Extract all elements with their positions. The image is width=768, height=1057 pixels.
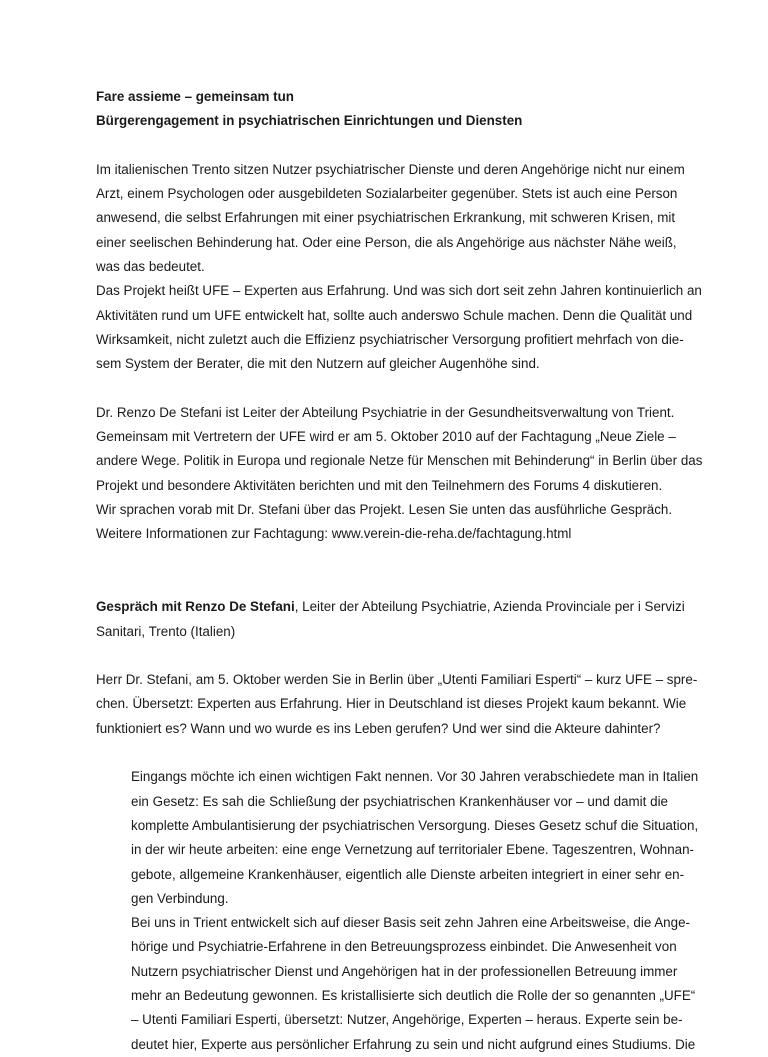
text-line: ein Gesetz: Es sah die Schließung der psychiatrischen Krankenhäuser vor – und damit die (131, 793, 668, 809)
interview-heading-line-2: Sanitari, Trento (Italien) (96, 623, 236, 639)
event-paragraph (96, 401, 703, 547)
text-line: chen. Übersetzt: Experten aus Erfahrung. Hier in Deutschland ist dieses Projekt kaum bekannt. Wie (96, 696, 687, 712)
text-line: deutet hier, Experte aus persönlicher Erfahrung zu sein und nicht aufgrund eines Studiums. Die (131, 1036, 696, 1052)
event-info-link-line: Weitere Informationen zur Fachtagung: www.verein-die-reha.de/fachtagung.html (96, 526, 572, 542)
text-line: Dr. Renzo De Stefani ist Leiter der Abteilung Psychiatrie in der Gesundheitsverwaltung von Trient. (96, 404, 675, 420)
text-line: mehr an Bedeutung gewonnen. Es kristallisierte sich deutlich die Rolle der so genannten „UFE“ (131, 987, 696, 1003)
interview-heading-bold: Gespräch mit Renzo De Stefani (96, 599, 295, 615)
interview-heading-rest: , Leiter der Abteilung Psychiatrie, Azienda Provinciale per i Servizi (294, 599, 685, 615)
text-line: gen Verbindung. (131, 890, 229, 906)
text-line: Das Projekt heißt UFE – Experten aus Erfahrung. Und was sich dort seit zehn Jahren kontinuierlich an (96, 283, 702, 299)
text-line: Herr Dr. Stefani, am 5. Oktober werden Sie in Berlin über „Utenti Familiari Esperti“ – kurz UFE – spre- (96, 672, 698, 688)
text-line: sem System der Berater, die mit den Nutzern auf gleicher Augenhöhe sind. (96, 356, 540, 372)
text-line: Eingangs möchte ich einen wichtigen Fakt nennen. Vor 30 Jahren verabschiedete man in Italien (131, 769, 699, 785)
text-line: Bei uns in Trient entwickelt sich auf dieser Basis seit zehn Jahren eine Arbeitsweise, die Ange- (131, 915, 690, 931)
intro-paragraph (96, 158, 702, 377)
document-title: Fare assieme – gemeinsam tun (96, 89, 294, 104)
text-line: Nutzern psychiatrischer Dienst und Angehörigen hat in der professionellen Betreuung immer (131, 963, 678, 979)
spacer (96, 134, 676, 158)
text-line: komplette Ambulantisierung der psychiatrischen Versorgung. Dieses Gesetz schuf die Situation, (131, 817, 699, 833)
text-line: Arzt, einem Psychologen oder ausgebildeten Sozialarbeiter gegenüber. Stets ist auch eine Person (96, 186, 678, 202)
interview-heading (96, 595, 685, 644)
text-line: andere Wege. Politik in Europa und regionale Netze für Menschen mit Behinderung“ in Berlin über das (96, 453, 703, 469)
spacer (96, 547, 676, 596)
text-line: Gemeinsam mit Vertretern der UFE wird er am 5. Oktober 2010 auf der Fachtagung „Neue Ziele – (96, 429, 676, 445)
text-line: was das bedeutet. (96, 259, 205, 275)
spacer (96, 741, 676, 765)
text-line: gebote, allgemeine Krankenhäuser, eigentlich alle Dienste arbeiten integriert in einer sehr en- (131, 866, 685, 882)
text-line: in der wir heute arbeiten: eine enge Vernetzung auf territorialer Ebene. Tageszentren, Wohnan- (131, 842, 695, 858)
document-page (96, 85, 703, 1057)
text-line: einer seelischen Behinderung hat. Oder eine Person, die als Angehörige aus nächster Nähe weiß, (96, 234, 677, 250)
document-subtitle: Bürgerengagement in psychiatrischen Einrichtungen und Diensten (96, 113, 523, 129)
text-line: funktioniert es? Wann und wo wurde es ins Leben gerufen? Und wer sind die Akteure dahinter? (96, 720, 661, 736)
text-line: – Utenti Familiari Esperti, übersetzt: Nutzer, Angehörige, Experten – heraus. Experte sein be- (131, 1012, 683, 1028)
spacer (96, 377, 676, 401)
text-line: anwesend, die selbst Erfahrungen mit einer psychiatrischen Erkrankung, mit schweren Krisen, mit (96, 210, 676, 226)
interview-answer (131, 765, 699, 1057)
text-line: Wir sprachen vorab mit Dr. Stefani über das Projekt. Lesen Sie unten das ausführliche Gespräch. (96, 502, 673, 518)
spacer (96, 644, 676, 668)
text-line: Aktivitäten rund um UFE entwickelt hat, sollte auch anderswo Schule machen. Denn die Qualität und (96, 307, 693, 323)
text-line: Im italienischen Trento sitzen Nutzer psychiatrischer Dienste und deren Angehörige nicht nur einem (96, 161, 685, 177)
text-line: hörige und Psychiatrie-Erfahrene in den Betreuungsprozess einbindet. Die Anwesenheit von (131, 939, 677, 955)
interview-question (96, 668, 698, 741)
text-line: Projekt und besondere Aktivitäten berichten und mit den Teilnehmern des Forums 4 diskutieren. (96, 477, 663, 493)
interview-heading-line (96, 595, 685, 619)
text-line: Wirksamkeit, nicht zuletzt auch die Effizienz psychiatrischer Versorgung profitiert mehrfach von die- (96, 331, 684, 347)
